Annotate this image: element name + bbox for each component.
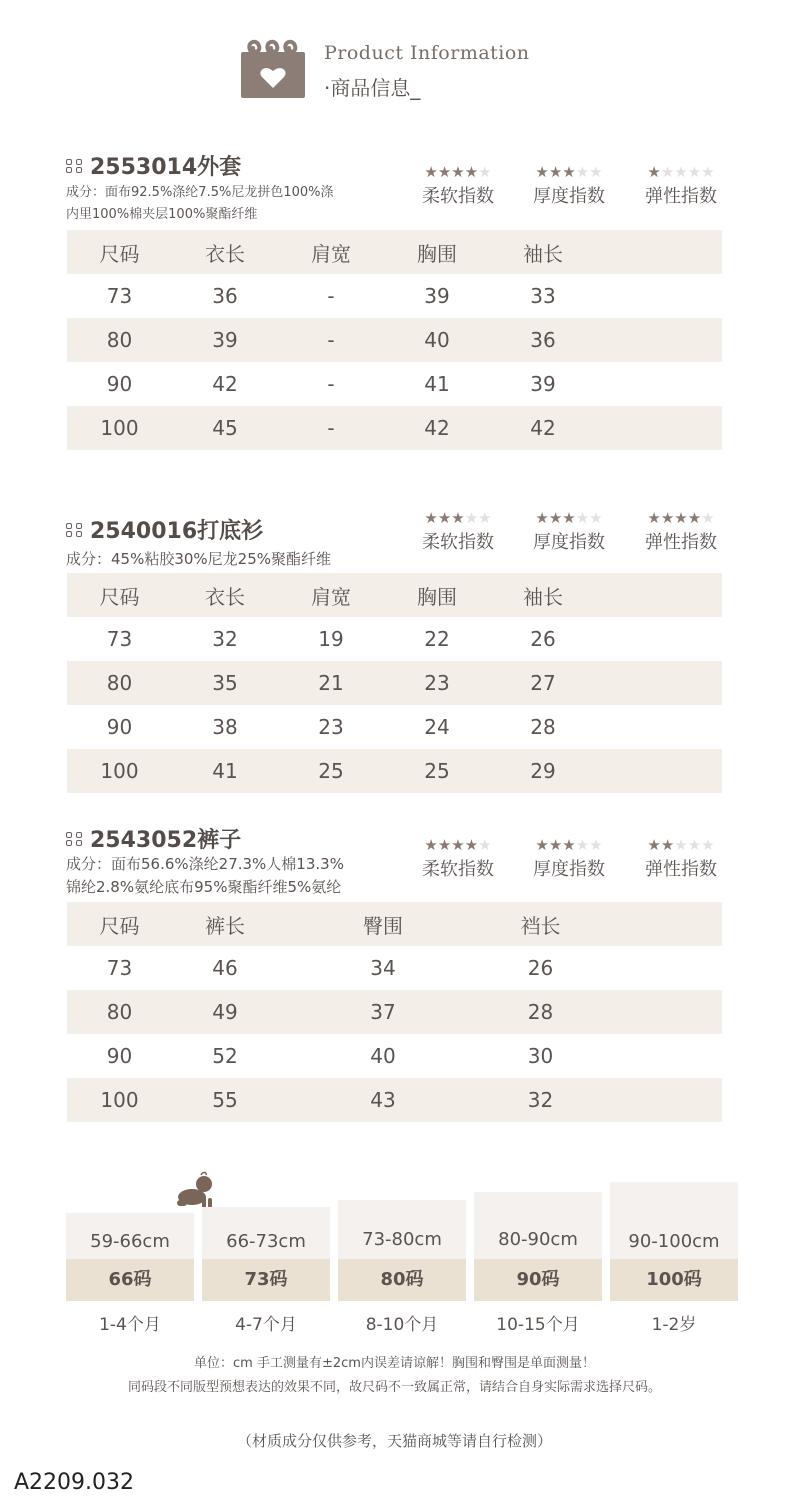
table-row [67,406,722,450]
rating-thick: ★★★★★ 厚度指数 [519,164,619,208]
star-rating [631,510,731,526]
star-filled-icon: ★ [451,836,465,854]
star-filled-icon: ★ [437,509,452,527]
spacer-cell [593,902,722,946]
column-header: 衣长 [172,573,278,617]
spacer-cell [596,573,722,617]
star-rating [631,164,731,180]
star-filled-icon: ★ [660,836,675,854]
rating-elastic: ★★★★★ 弹性指数 [631,510,731,554]
star-filled-icon: ★ [437,163,452,181]
table-cell: - [278,406,384,450]
star-filled-icon: ★ [562,509,576,527]
star-filled-icon: ★ [464,836,479,854]
star-filled-icon: ★ [464,163,479,181]
star-filled-icon: ★ [674,509,688,527]
material-disclaimer: （材质成分仅供参考，天猫商城等请自行检测） [236,1432,552,1450]
star-empty-icon: ★ [660,163,675,181]
age-label: 8-10个月 [365,1315,439,1335]
column-header: 肩宽 [278,230,384,274]
star-filled-icon: ★ [562,836,576,854]
star-empty-icon: ★ [674,163,688,181]
star-filled-icon: ★ [548,509,563,527]
star-empty-icon: ★ [687,836,702,854]
table-cell: 25 [384,749,490,793]
size-step [474,1192,602,1301]
star-empty-icon: ★ [589,836,603,854]
table-header [67,230,722,274]
star-empty-icon: ★ [478,836,492,854]
table-row [67,946,722,990]
size-table [67,573,722,793]
table-cell: 25 [278,749,384,793]
table-cell: 90 [106,1044,133,1068]
star-filled-icon: ★ [660,509,675,527]
star-empty-icon: ★ [575,836,590,854]
material-line: 成分：45%粘胶30%尼龙25%聚酯纤维 [66,550,332,568]
table-cell: 32 [488,1078,593,1122]
column-header: 胸围 [384,573,490,617]
table-cell: 46 [212,956,238,980]
grid-icon [66,832,84,846]
size-step [202,1207,330,1301]
table-cell: 23 [318,715,344,739]
star-empty-icon: ★ [478,163,492,181]
table-cell: 26 [530,627,556,651]
shopping-bag-heart-icon [241,38,305,98]
spacer-cell [593,990,722,1034]
star-filled-icon: ★ [535,836,549,854]
table-cell: 23 [384,661,490,705]
spacer-cell [596,230,722,274]
column-header: 衣长 [172,230,278,274]
material-line: 内里100%棉夹层100%聚酯纤维 [66,207,258,222]
table-row [67,318,722,362]
table-row [67,274,722,318]
column-header: 胸围 [384,230,490,274]
material-line: 成分：面布56.6%涤纶27.3%人棉13.3% [66,855,344,873]
star-empty-icon: ★ [589,163,603,181]
table-header [67,902,722,946]
table-cell: 39 [172,318,278,362]
section-title: 2543052裤子 [66,823,241,854]
table-cell: 73 [106,284,133,308]
star-rating [519,510,619,526]
star-empty-icon: ★ [575,163,590,181]
table-cell: 42 [212,372,238,396]
table-cell: - [278,318,384,362]
table-cell: 34 [370,956,396,980]
size-label: 66码 [66,1259,194,1301]
table-cell: 80 [67,990,172,1034]
table-cell: 41 [172,749,278,793]
table-cell: 90 [106,372,133,396]
rating-elastic: ★★★★★ 弹性指数 [631,837,731,881]
table-cell: 41 [424,372,450,396]
star-rating [408,837,508,853]
table-cell: 27 [490,661,596,705]
header-title-cn: ·商品信息_ [324,76,421,100]
table-cell: 33 [530,284,556,308]
column-header: 裆长 [488,902,593,946]
table-cell: 28 [530,715,556,739]
size-step [66,1213,194,1301]
table-cell: 73 [106,956,133,980]
table-cell: 39 [424,284,450,308]
table-row [67,661,722,705]
table-cell: 43 [278,1078,488,1122]
size-label: 100码 [610,1259,738,1301]
star-rating [519,164,619,180]
rating-elastic: ★★★★★ 弹性指数 [631,164,731,208]
star-filled-icon: ★ [548,163,563,181]
spacer-cell [596,661,722,705]
spacer-cell [596,274,722,318]
spacer-cell [596,362,722,406]
spacer-cell [593,1034,722,1078]
table-header [67,573,722,617]
star-empty-icon: ★ [478,509,492,527]
star-filled-icon: ★ [424,509,438,527]
size-table [67,902,722,1122]
star-empty-icon: ★ [464,509,479,527]
height-range: 73-80cm [362,1229,442,1250]
spacer-cell [596,705,722,749]
table-cell: 36 [212,284,238,308]
size-step [338,1200,466,1301]
table-cell: 29 [490,749,596,793]
star-rating [631,837,731,853]
section-title: 2553014外套 [66,150,241,181]
age-label: 1-2岁 [651,1315,697,1335]
star-empty-icon: ★ [589,509,603,527]
star-filled-icon: ★ [451,509,465,527]
column-header: 肩宽 [278,573,384,617]
table-cell: 28 [488,990,593,1034]
star-empty-icon: ★ [674,836,688,854]
rating-thick: ★★★★★ 厚度指数 [519,510,619,554]
table-cell: 26 [527,956,554,980]
table-cell: 35 [172,661,278,705]
table-row [67,617,722,661]
table-cell: 30 [527,1044,554,1068]
table-row [67,990,722,1034]
table-cell: 24 [424,715,450,739]
rating-soft: ★★★★★ 柔软指数 [408,164,508,208]
column-header: 尺码 [67,902,172,946]
spacer-cell [593,946,722,990]
table-cell: 36 [490,318,596,362]
table-cell: 32 [212,627,238,651]
column-header: 尺码 [67,573,172,617]
table-row [67,705,722,749]
material-line: 成分：面布92.5%涤纶7.5%尼龙拼色100%涤 [66,185,334,200]
table-cell: - [327,372,335,396]
table-cell: 55 [172,1078,278,1122]
star-filled-icon: ★ [535,509,549,527]
table-cell: 49 [172,990,278,1034]
size-label: 73码 [202,1259,330,1301]
size-label: 90码 [474,1259,602,1301]
table-cell: 100 [67,1078,172,1122]
star-filled-icon: ★ [535,163,549,181]
measurement-note: 单位：cm 手工测量有±2cm内误差请谅解！胸围和臀围是单面测量！ [194,1356,595,1371]
table-row [67,1078,722,1122]
table-row [67,362,722,406]
height-range: 90-100cm [628,1231,720,1252]
table-cell: 42 [490,406,596,450]
table-cell: 22 [424,627,450,651]
star-filled-icon: ★ [437,836,452,854]
star-filled-icon: ★ [562,163,576,181]
height-range: 66-73cm [226,1231,306,1252]
column-header: 袖长 [490,573,596,617]
column-header: 臀围 [278,902,488,946]
table-cell: 40 [370,1044,396,1068]
size-table [67,230,722,450]
table-cell: 38 [212,715,238,739]
star-filled-icon: ★ [548,836,563,854]
star-rating [408,164,508,180]
column-header: 裤长 [172,902,278,946]
table-cell: 39 [530,372,556,396]
table-row [67,749,722,793]
star-filled-icon: ★ [647,836,661,854]
table-cell: - [327,284,335,308]
size-step [610,1182,738,1301]
spacer-cell [596,749,722,793]
header-title-en: Product Information [324,42,530,64]
height-range: 80-90cm [498,1229,578,1250]
rating-soft: ★★★★★ 柔软指数 [408,510,508,554]
age-label: 10-15个月 [496,1315,580,1335]
rating-thick: ★★★★★ 厚度指数 [519,837,619,881]
height-range: 59-66cm [90,1231,170,1252]
column-header: 尺码 [67,230,172,274]
star-filled-icon: ★ [647,163,661,181]
product-code: A2209.032 [14,1470,135,1495]
table-cell: 21 [278,661,384,705]
age-label: 4-7个月 [235,1315,297,1335]
star-empty-icon: ★ [687,163,702,181]
star-empty-icon: ★ [701,163,715,181]
star-empty-icon: ★ [701,509,715,527]
table-row [67,1034,722,1078]
table-cell: 90 [106,715,133,739]
table-cell: 45 [172,406,278,450]
sizing-note: 同码段不同版型预想表达的效果不同，故尺码不一致属正常，请结合自身实际需求选择尺码。 [127,1380,661,1395]
star-filled-icon: ★ [687,509,702,527]
spacer-cell [596,617,722,661]
table-cell: 37 [278,990,488,1034]
size-label: 80码 [338,1259,466,1301]
rating-soft: ★★★★★ 柔软指数 [408,837,508,881]
star-rating [519,837,619,853]
table-cell: 19 [318,627,344,651]
star-rating [408,510,508,526]
table-cell: 80 [67,661,172,705]
table-cell: 40 [384,318,490,362]
spacer-cell [596,318,722,362]
star-empty-icon: ★ [575,509,590,527]
section-title: 2540016打底衫 [66,514,263,545]
table-cell: 100 [67,749,172,793]
star-filled-icon: ★ [424,163,438,181]
table-cell: 73 [106,627,133,651]
star-filled-icon: ★ [647,509,661,527]
material-line: 锦纶2.8%氨纶底布95%聚酯纤维5%氨纶 [66,878,342,896]
spacer-cell [593,1078,722,1122]
star-empty-icon: ★ [701,836,715,854]
age-label: 1-4个月 [99,1315,161,1335]
grid-icon [66,523,84,537]
grid-icon [66,159,84,173]
spacer-cell [596,406,722,450]
table-cell: 52 [212,1044,238,1068]
table-cell: 42 [384,406,490,450]
column-header: 袖长 [490,230,596,274]
table-cell: 80 [67,318,172,362]
table-cell: 100 [67,406,172,450]
star-filled-icon: ★ [451,163,465,181]
star-filled-icon: ★ [424,836,438,854]
